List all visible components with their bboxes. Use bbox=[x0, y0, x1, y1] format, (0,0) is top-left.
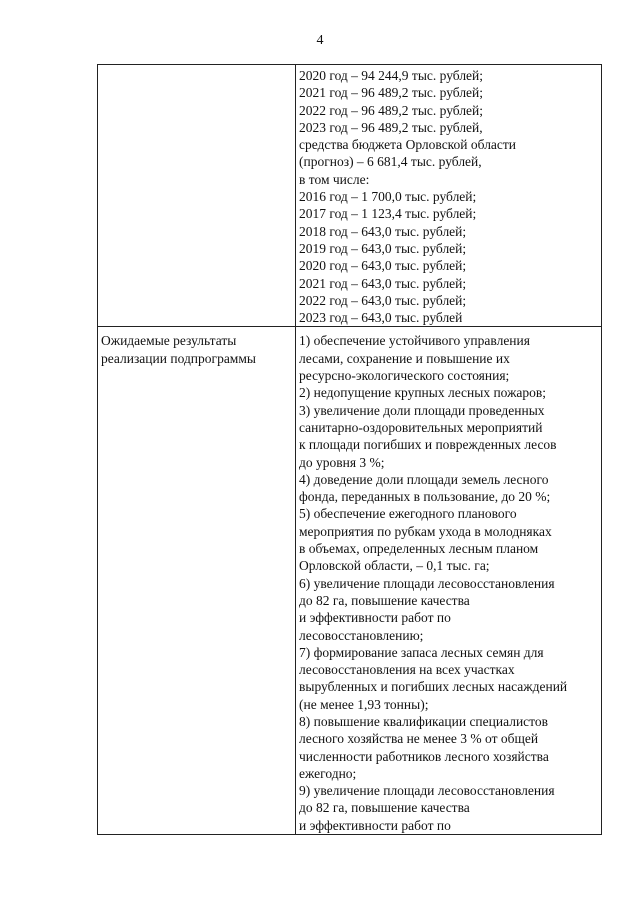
table-row-funding bbox=[98, 65, 602, 327]
row-results-label bbox=[101, 327, 292, 367]
text-line: 9) увеличение площади лесовосстановления bbox=[299, 783, 555, 799]
row-results-value-cell bbox=[296, 327, 602, 835]
text-line: 5) обеспечение ежегодного планового bbox=[299, 506, 517, 522]
text-line: 2020 год – 643,0 тыс. рублей; bbox=[299, 258, 467, 274]
text-line: (не менее 1,93 тонны); bbox=[299, 696, 429, 712]
row-funding-value-cell bbox=[296, 65, 602, 327]
text-line: до уровня 3 %; bbox=[299, 454, 385, 470]
text-line: 2023 год – 643,0 тыс. рублей bbox=[299, 310, 463, 326]
text-line: 7) формирование запаса лесных семян для bbox=[299, 644, 544, 660]
text-line: до 82 га, повышение качества bbox=[299, 592, 470, 608]
text-line: санитарно-оздоровительных мероприятий bbox=[299, 419, 543, 435]
row-results-label-line: реализации подпрограммы bbox=[101, 350, 256, 366]
text-line: 2018 год – 643,0 тыс. рублей; bbox=[299, 223, 467, 239]
text-line: 4) доведение доли площади земель лесного bbox=[299, 471, 549, 487]
text-line: мероприятия по рубкам ухода в молодняках bbox=[299, 523, 552, 539]
text-line: лесовосстановлению; bbox=[299, 627, 424, 643]
text-line: ежегодно; bbox=[299, 765, 357, 781]
text-line: 8) повышение квалификации специалистов bbox=[299, 713, 549, 729]
text-line: лесного хозяйства не менее 3 % от общей bbox=[299, 731, 539, 747]
text-line: 3) увеличение доли площади проведенных bbox=[299, 402, 545, 418]
text-line: средства бюджета Орловской области bbox=[299, 137, 517, 153]
text-line: 2023 год – 96 489,2 тыс. рублей, bbox=[299, 119, 483, 135]
text-line: 6) увеличение площади лесовосстановления bbox=[299, 575, 555, 591]
text-line: лесовосстановления на всех участках bbox=[299, 662, 515, 678]
text-line: вырубленных и погибших лесных насаждений bbox=[299, 679, 568, 695]
row-results-label-cell bbox=[98, 327, 296, 835]
expected-results-lines bbox=[299, 327, 598, 834]
text-line: Орловской области, – 0,1 тыс. га; bbox=[299, 558, 490, 574]
text-line: к площади погибших и поврежденных лесов bbox=[299, 437, 557, 453]
text-line: 2021 год – 96 489,2 тыс. рублей; bbox=[299, 85, 484, 101]
subprogram-passport-table bbox=[97, 64, 602, 835]
text-line: и эффективности работ по bbox=[299, 817, 451, 833]
text-line: 2019 год – 643,0 тыс. рублей; bbox=[299, 240, 467, 256]
funding-lines bbox=[299, 65, 598, 326]
text-line: 2016 год – 1 700,0 тыс. рублей; bbox=[299, 189, 477, 205]
text-line: 1) обеспечение устойчивого управления bbox=[299, 333, 530, 349]
text-line: 2) недопущение крупных лесных пожаров; bbox=[299, 385, 547, 401]
page-number: 4 bbox=[316, 33, 324, 48]
text-line: 2020 год – 94 244,9 тыс. рублей; bbox=[299, 68, 484, 83]
table-row-expected-results bbox=[98, 327, 602, 835]
row-funding-label-cell bbox=[98, 65, 296, 327]
row-results-label-line: Ожидаемые результаты bbox=[101, 333, 237, 349]
text-line: (прогноз) – 6 681,4 тыс. рублей, bbox=[299, 154, 482, 170]
text-line: фонда, переданных в пользование, до 20 %; bbox=[299, 489, 551, 505]
text-line: в объемах, определенных лесным планом bbox=[299, 541, 539, 557]
text-line: 2022 год – 643,0 тыс. рублей; bbox=[299, 292, 467, 308]
text-line: численности работников лесного хозяйства bbox=[299, 748, 549, 764]
text-line: до 82 га, повышение качества bbox=[299, 800, 470, 816]
text-line: 2022 год – 96 489,2 тыс. рублей; bbox=[299, 102, 484, 118]
text-line: 2021 год – 643,0 тыс. рублей; bbox=[299, 275, 467, 291]
text-line: в том числе: bbox=[299, 171, 370, 187]
text-line: лесами, сохранение и повышение их bbox=[299, 350, 510, 366]
text-line: и эффективности работ по bbox=[299, 610, 451, 626]
text-line: 2017 год – 1 123,4 тыс. рублей; bbox=[299, 206, 477, 222]
text-line: ресурсно-экологического состояния; bbox=[299, 368, 510, 384]
